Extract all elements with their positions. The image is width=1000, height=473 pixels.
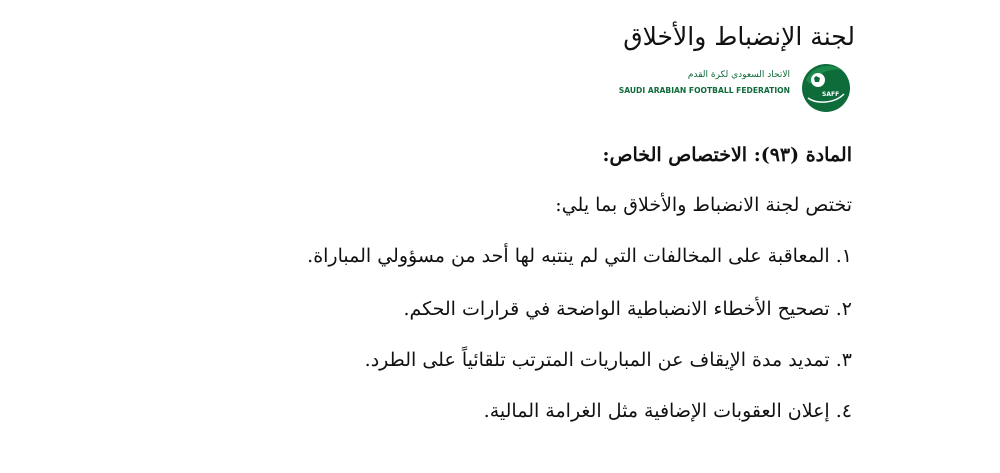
article-heading: المادة (٩٣): الاختصاص الخاص:	[602, 144, 852, 166]
list-item: ١. المعاقبة على المخالفات التي لم ينتبه لها أحد من مسؤولي المباراة.	[307, 245, 852, 267]
federation-logo	[618, 58, 852, 114]
article-intro: تختص لجنة الانضباط والأخلاق بما يلي:	[555, 194, 852, 216]
emblem-text: SAFF	[822, 91, 840, 98]
committee-title: لجنة الإنضباط والأخلاق	[623, 22, 855, 51]
saff-emblem-icon	[796, 58, 852, 114]
list-item: ٤. إعلان العقوبات الإضافية مثل الغرامة المالية.	[483, 400, 852, 422]
list-item: ٣. تمديد مدة الإيقاف عن المباريات المترتب تلقائياً على الطرد.	[364, 349, 852, 371]
logo-name-english: SAUDI ARABIAN FOOTBALL FEDERATION	[618, 86, 790, 95]
logo-name-arabic: الاتحاد السعودي لكرة القدم	[687, 70, 790, 80]
list-item: ٢. تصحيح الأخطاء الانضباطية الواضحة في قرارات الحكم.	[403, 298, 852, 320]
